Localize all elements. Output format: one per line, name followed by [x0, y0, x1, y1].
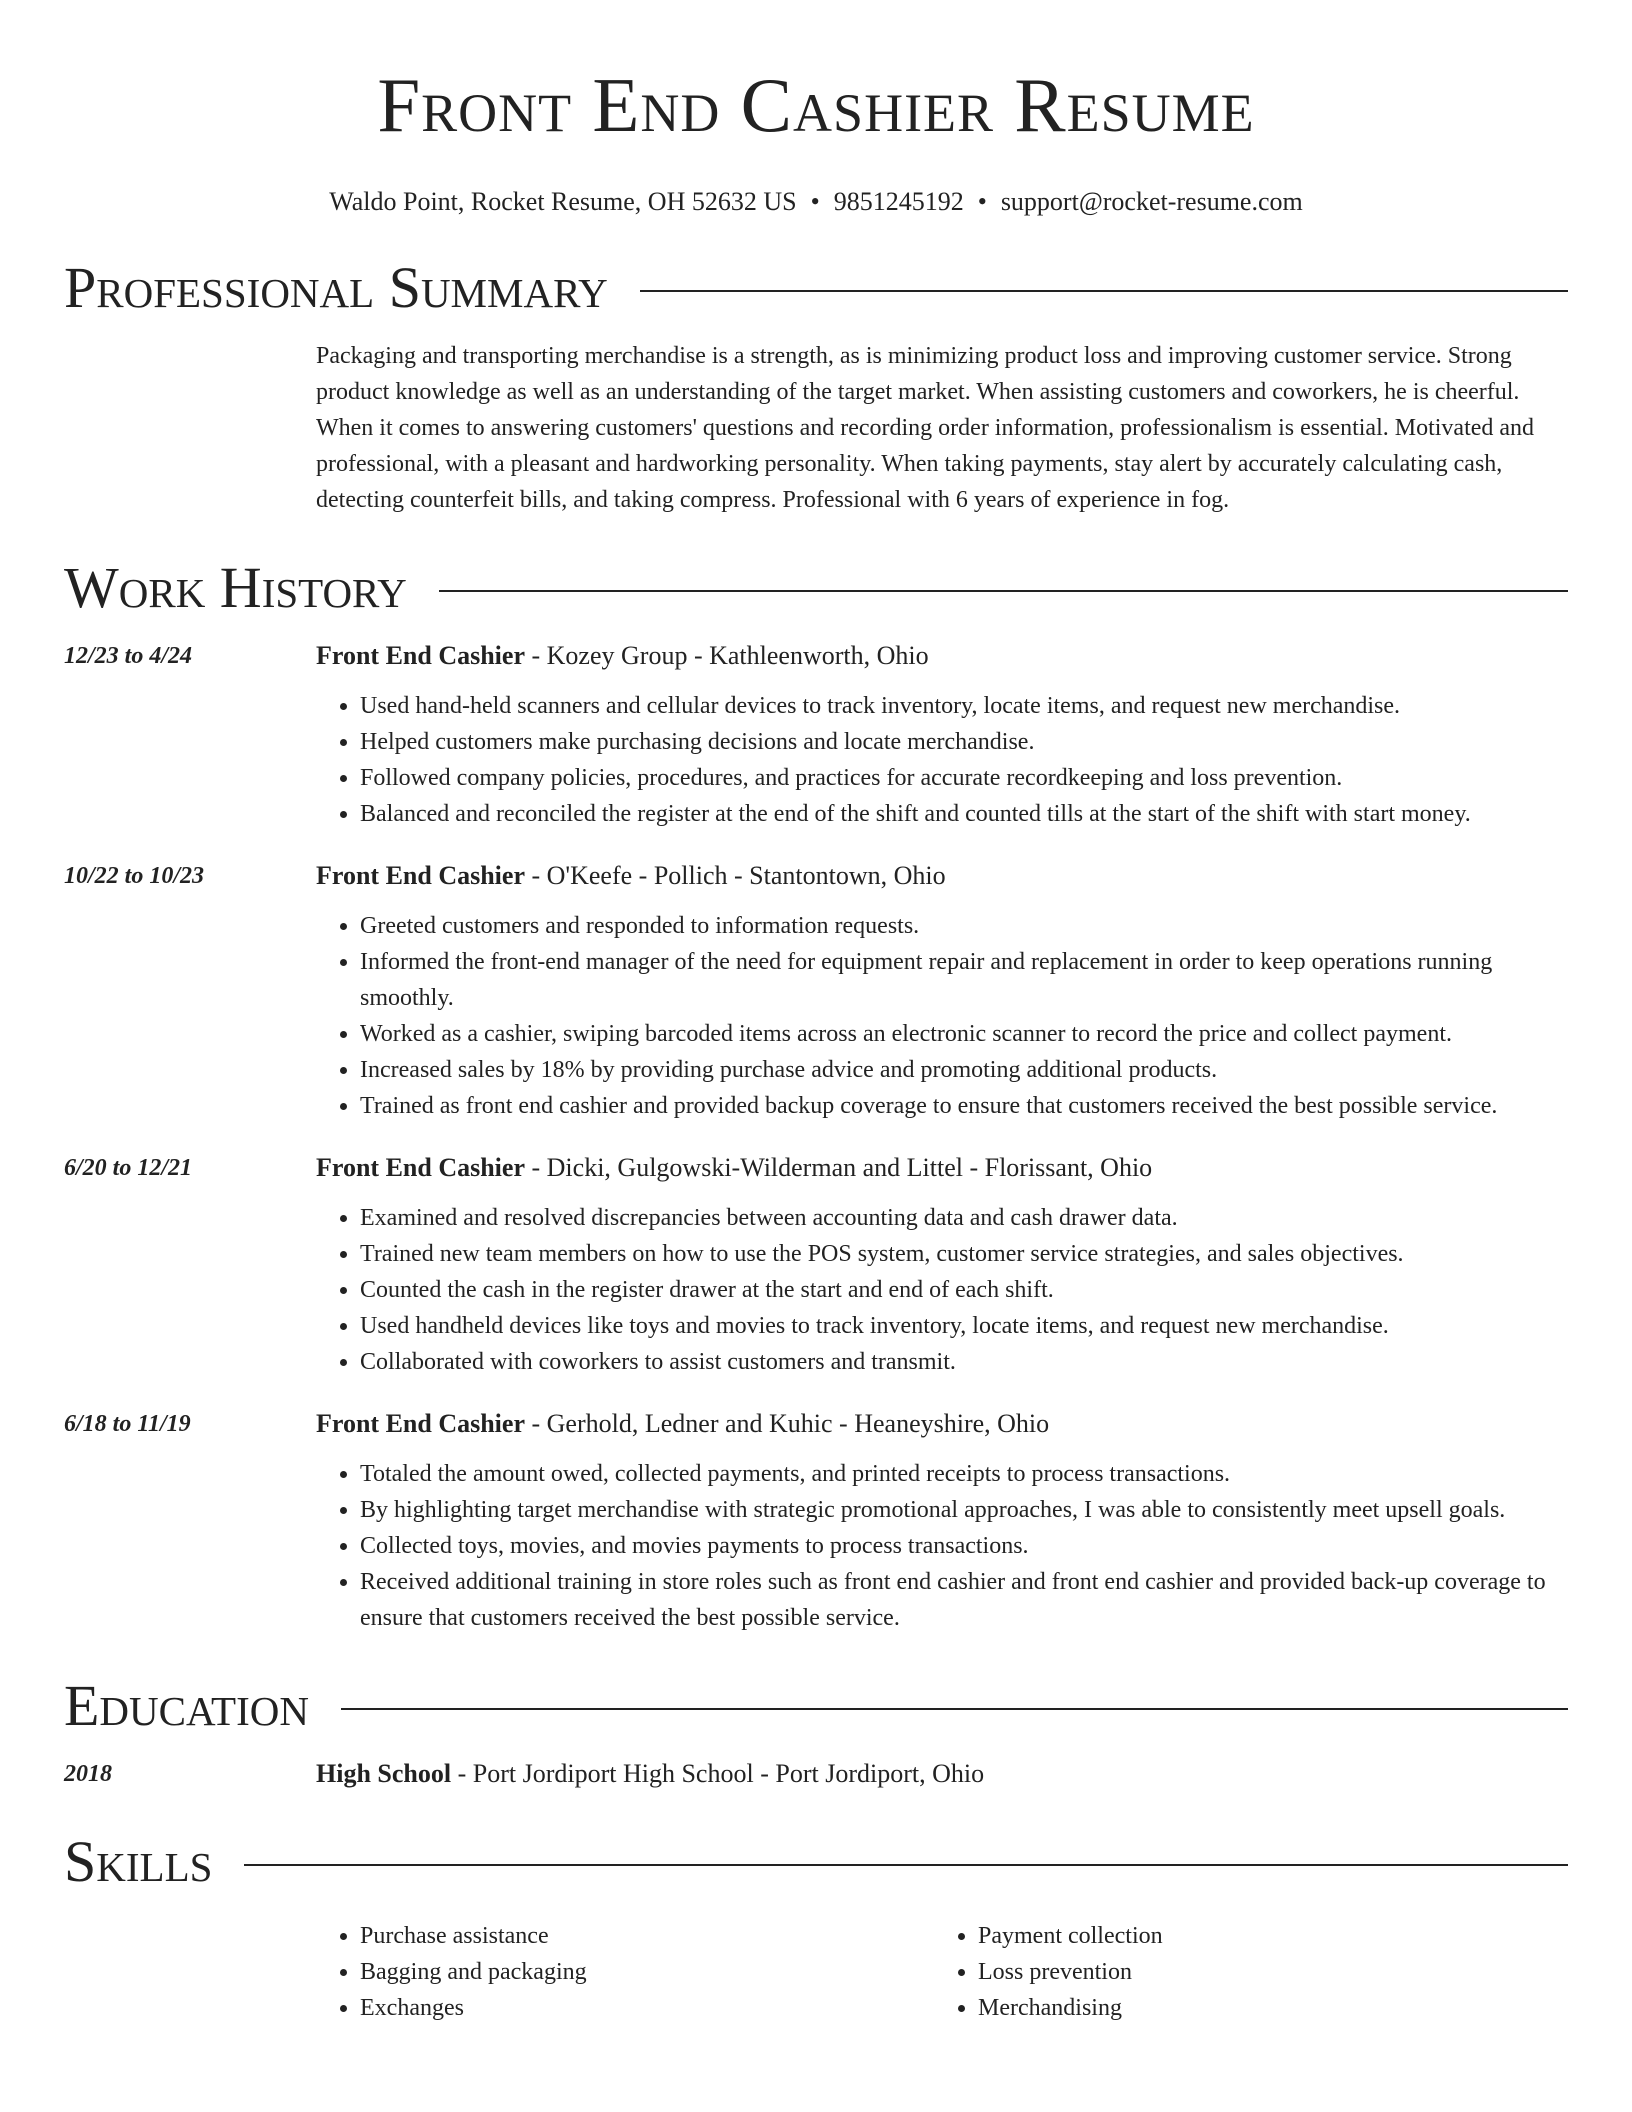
work-history-list: [64, 638, 1568, 1636]
education-date: 2018: [64, 1761, 112, 1787]
job-entry: [64, 1150, 1568, 1380]
skills-column-2: [934, 1918, 1552, 2026]
education-degree: High School: [316, 1759, 452, 1788]
job-bullet: • Collected toys, movies, and movies payments to process transactions.: [360, 1528, 1568, 1564]
skill-item: • Purchase assistance: [360, 1918, 934, 1954]
job-bullet: • Trained new team members on how to use the POS system, customer service strategies, and sales objectives.: [360, 1236, 1568, 1272]
education-entry: [64, 1756, 1568, 1792]
job-details: - O'Keefe - Pollich - Stantontown, Ohio: [525, 861, 946, 890]
skills-list: [316, 1918, 1568, 2026]
job-date: 12/23 to 4/24: [64, 643, 193, 669]
job-bullet: • Used hand-held scanners and cellular devices to track inventory, locate items, and request new merchandise.: [360, 688, 1568, 724]
job-role: Front End Cashier: [316, 861, 525, 890]
skill-item: • Payment collection: [978, 1918, 1552, 1954]
job-bullet: • Followed company policies, procedures, and practices for accurate recordkeeping and loss prevention.: [360, 760, 1568, 796]
job-bullet: • Received additional training in store roles such as front end cashier and front end cashier and provided back-up coverage to ensure that customers received the best possible service.: [360, 1564, 1568, 1636]
section-title: Professional Summary: [64, 255, 608, 320]
job-bullet: • Balanced and reconciled the register at the end of the shift and counted tills at the start of the shift with start money.: [360, 796, 1568, 832]
job-heading: [316, 638, 1568, 674]
job-bullets: [316, 1456, 1568, 1636]
separator-dot: •: [977, 187, 987, 216]
skills-section-header: [64, 1830, 1568, 1894]
skills-column-1: [316, 1918, 934, 2026]
separator-dot: •: [810, 187, 820, 216]
job-heading: [316, 858, 1568, 894]
job-bullet: • Trained as front end cashier and provided backup coverage to ensure that customers received the best possible service.: [360, 1088, 1568, 1124]
job-entry: [64, 638, 1568, 832]
job-date: 6/20 to 12/21: [64, 1155, 193, 1181]
contact-line: [64, 186, 1568, 218]
job-bullet: • Helped customers make purchasing decisions and locate merchandise.: [360, 724, 1568, 760]
job-date: 10/22 to 10/23: [64, 863, 205, 889]
job-bullet: • Examined and resolved discrepancies between accounting data and cash drawer data.: [360, 1200, 1568, 1236]
job-entry: [64, 1406, 1568, 1636]
skill-item: • Bagging and packaging: [360, 1954, 934, 1990]
job-bullet: • Increased sales by 18% by providing purchase advice and promoting additional products.: [360, 1052, 1568, 1088]
job-heading: [316, 1150, 1568, 1186]
section-title: Education: [64, 1673, 309, 1738]
job-entry: [64, 858, 1568, 1124]
education-heading: [316, 1756, 984, 1792]
job-bullets: [316, 688, 1568, 832]
education-details: - Port Jordiport High School - Port Jordiport, Ohio: [451, 1759, 985, 1788]
job-bullet: • Counted the cash in the register drawer at the start and end of each shift.: [360, 1272, 1568, 1308]
address: Waldo Point, Rocket Resume, OH 52632 US: [329, 187, 797, 216]
job-role: Front End Cashier: [316, 641, 525, 670]
job-details: - Kozey Group - Kathleenworth, Ohio: [525, 641, 929, 670]
section-title: Work History: [64, 555, 407, 620]
job-bullet: • Worked as a cashier, swiping barcoded items across an electronic scanner to record the price and collect payment.: [360, 1016, 1568, 1052]
skill-item: • Exchanges: [360, 1990, 934, 2026]
section-rule: [341, 1708, 1568, 1710]
job-date: 6/18 to 11/19: [64, 1411, 191, 1437]
job-heading: [316, 1406, 1568, 1442]
job-bullet: • Informed the front-end manager of the need for equipment repair and replacement in order to keep operations running smoothly.: [360, 944, 1568, 1016]
section-title: Skills: [64, 1829, 213, 1894]
job-details: - Dicki, Gulgowski-Wilderman and Littel - Florissant, Ohio: [525, 1153, 1153, 1182]
phone: 9851245192: [833, 187, 964, 216]
job-bullet: • Used handheld devices like toys and movies to track inventory, locate items, and request new merchandise.: [360, 1308, 1568, 1344]
job-bullets: [316, 908, 1568, 1124]
section-rule: [244, 1864, 1568, 1866]
summary-section-header: [64, 256, 1568, 320]
section-rule: [439, 590, 1568, 592]
job-bullet: • Greeted customers and responded to information requests.: [360, 908, 1568, 944]
skill-item: • Merchandising: [978, 1990, 1552, 2026]
email-link[interactable]: support@rocket-resume.com: [1000, 187, 1303, 216]
job-role: Front End Cashier: [316, 1409, 525, 1438]
job-bullet: • Collaborated with coworkers to assist customers and transmit.: [360, 1344, 1568, 1380]
summary-text: Packaging and transporting merchandise is a strength, as is minimizing product loss and improving customer service. Strong product knowledge as well as an understanding of the target market. When assisting customers and coworkers, he is cheerful. When it comes to answering customers' questions and recording order information, professionalism is essential. Motivated and professional, with a pleasant and hardworking personality. When taking payments, stay alert by accurately calculating cash, detecting counterfeit bills, and taking compress. Professional with 6 years of experience in fog.: [316, 343, 1535, 513]
resume-page: [64, 0, 1568, 2026]
job-bullets: [316, 1200, 1568, 1380]
skill-item: • Loss prevention: [978, 1954, 1552, 1990]
section-rule: [640, 290, 1568, 292]
work-section-header: [64, 556, 1568, 620]
job-role: Front End Cashier: [316, 1153, 525, 1182]
education-section-header: [64, 1674, 1568, 1738]
resume-title: Front End Cashier Resume: [377, 62, 1255, 148]
job-bullet: • Totaled the amount owed, collected payments, and printed receipts to process transactions.: [360, 1456, 1568, 1492]
job-details: - Gerhold, Ledner and Kuhic - Heaneyshire, Ohio: [525, 1409, 1050, 1438]
job-bullet: • By highlighting target merchandise with strategic promotional approaches, I was able to consistently meet upsell goals.: [360, 1492, 1568, 1528]
